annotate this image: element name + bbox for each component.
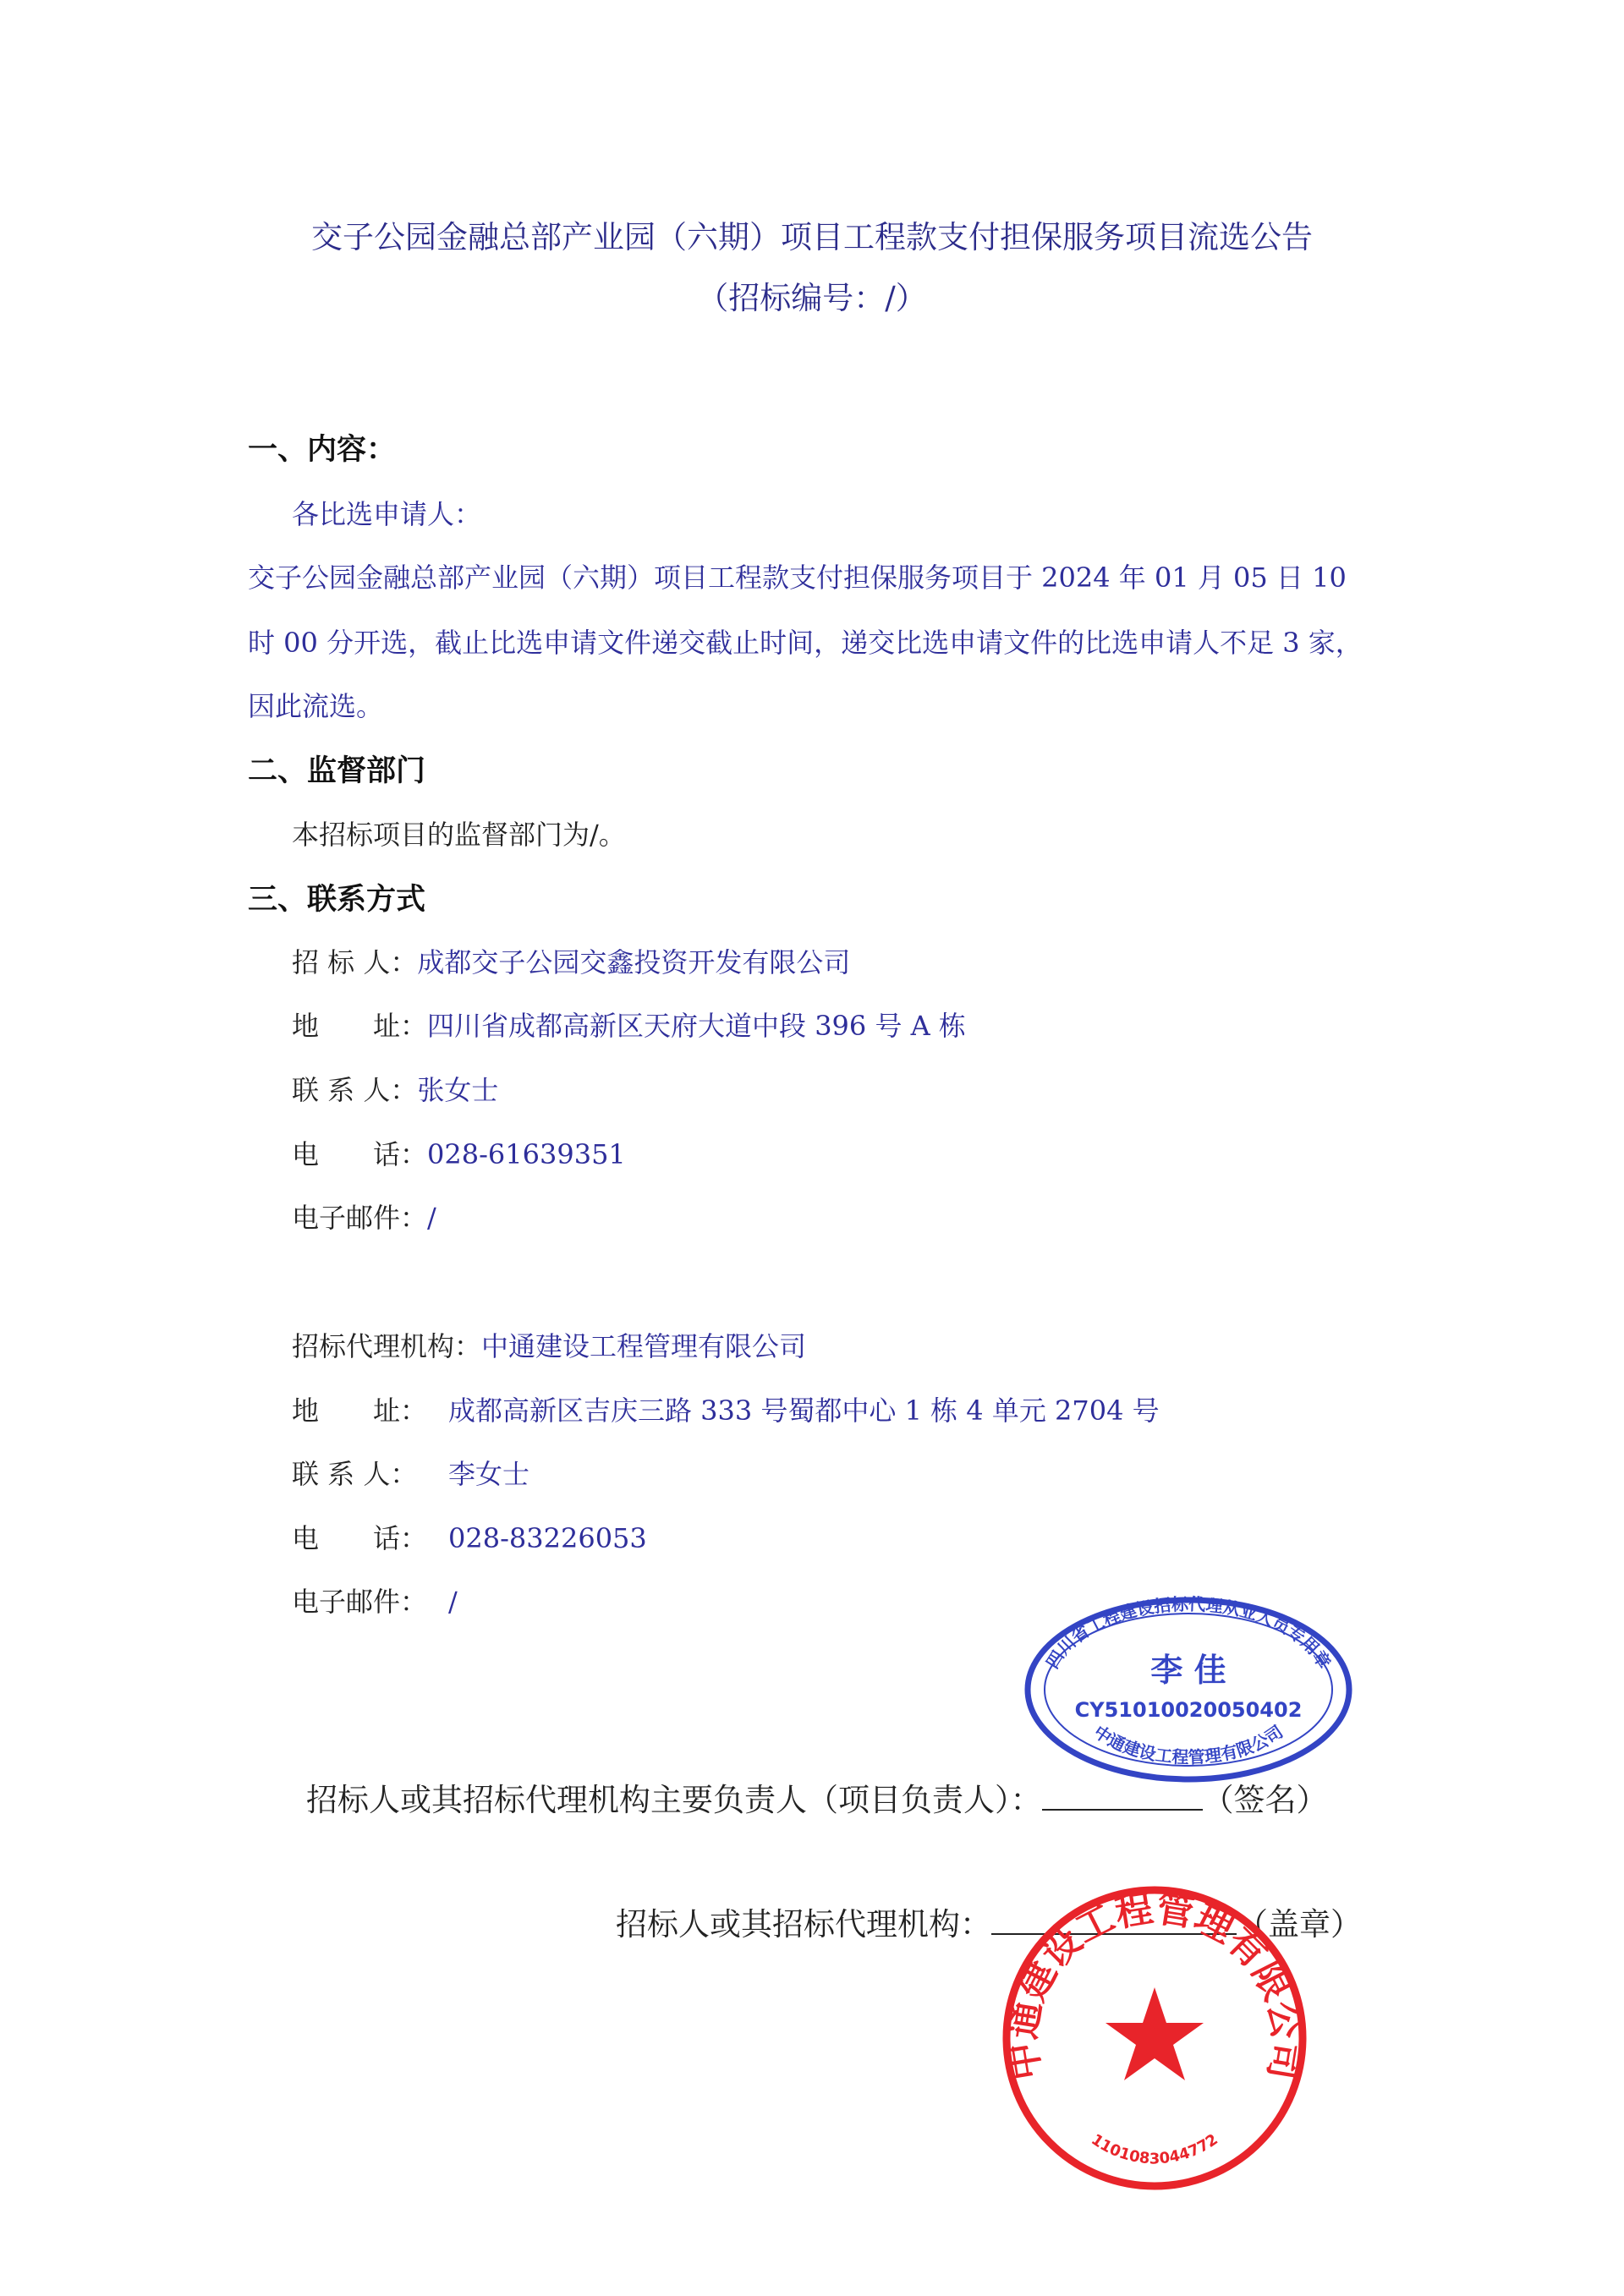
agency-email: / [448,1586,458,1618]
notice-number: （招标编号：/） [697,280,927,316]
agency-name: 中通建设工程管理有限公司 [481,1330,807,1362]
notice-title: 交子公园金融总部产业园（六期）项目工程款支付担保服务项目流选公告 [311,219,1313,255]
stamp-suffix: （盖章） [1237,1906,1362,1943]
personal-seal-ring-text: 四川省工程建设招标代理从业人员专用章 [1041,1593,1336,1673]
stamp-label: 招标人或其招标代理机构： [616,1906,991,1943]
agency-address: 成都高新区吉庆三路 333 号蜀都中心 1 栋 4 单元 2704 号 [448,1395,1160,1427]
tenderer-name-label: 招 标 人： [292,946,418,978]
signature-blank [1042,1784,1203,1811]
agency-contact: 李女士 [448,1458,530,1490]
agency-contact-label: 联 系 人： [292,1458,418,1490]
agency-address-row [292,1389,1160,1428]
tenderer-phone: 028-61639351 [427,1138,626,1170]
section-content-heading: 一、内容： [248,432,397,467]
agency-contact-row [292,1453,529,1492]
signature-label: 招标人或其招标代理机构主要负责人（项目负责人）： [306,1782,1042,1818]
tenderer-phone-label: 电 话： [292,1138,428,1170]
company-seal-ring-text: 中通建设工程管理有限公司 [1001,1887,1309,2083]
section-contact-heading: 三、联系方式 [248,882,426,917]
greeting: 各比选申请人： [292,498,482,530]
company-seal-number: 1101083044772 [1088,2130,1221,2168]
agency-name-label: 招标代理机构： [292,1330,482,1362]
tenderer-contact-row [292,1069,498,1108]
svg-text:中通建设工程管理有限公司 [1090,1722,1287,1767]
personal-seal-number: CY51010020050402 [1074,1698,1303,1722]
supervision-text: 本招标项目的监督部门为/。 [292,819,626,851]
agency-email-row [292,1581,458,1619]
tenderer-name: 成都交子公园交鑫投资开发有限公司 [417,946,851,978]
body-line-1: 交子公园金融总部产业园（六期）项目工程款支付担保服务项目于 2024 年 01 月 05 日 10 [248,562,1347,594]
agency-phone: 028-83226053 [448,1522,647,1554]
agency-address-label: 地 址： [292,1395,428,1427]
body-line-2: 时 00 分开选，截止比选申请文件递交截止时间，递交比选申请文件的比选申请人不足 3 家， [248,627,1363,659]
personal-seal-name: 李 佳 [1150,1652,1226,1689]
body-line-3: 因此流选。 [248,690,384,722]
tenderer-address-label: 地 址： [292,1010,428,1042]
tenderer-address-row [292,1005,966,1044]
tenderer-contact-label: 联 系 人： [292,1074,418,1106]
signature-suffix: （签名） [1202,1782,1328,1818]
tenderer-email: / [427,1202,436,1234]
agency-phone-row [292,1517,647,1556]
tenderer-address: 四川省成都高新区天府大道中段 396 号 A 栋 [427,1010,966,1042]
tenderer-name-row [292,941,850,980]
personal-seal [1019,1590,1358,1784]
section-supervision-heading: 二、监督部门 [248,753,426,788]
personal-seal-bottom-text: 中通建设工程管理有限公司 [1089,1721,1287,1767]
svg-text:1101083044772 [1088,2131,1221,2168]
tenderer-contact: 张女士 [417,1074,499,1106]
tenderer-email-label: 电子邮件： [292,1202,428,1234]
company-seal [994,1877,1315,2199]
star-icon [1106,1987,1204,2080]
agency-name-row [292,1325,806,1364]
tenderer-phone-row [292,1133,626,1172]
agency-email-label: 电子邮件： [292,1586,428,1618]
agency-phone-label: 电 话： [292,1522,428,1554]
tenderer-email-row [292,1197,436,1236]
